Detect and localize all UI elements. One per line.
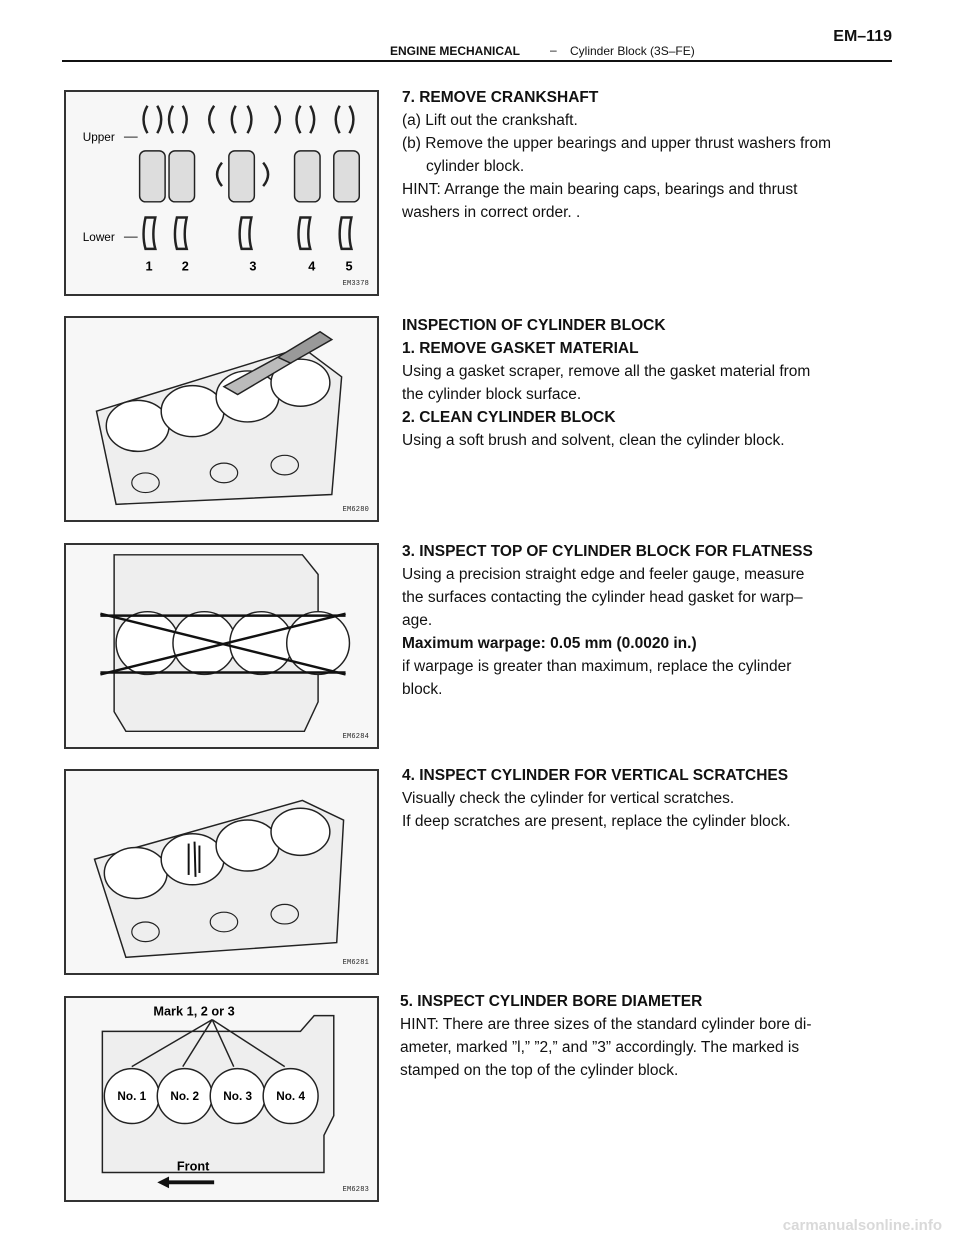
spec-text: Maximum warpage: 0.05 mm (0.0020 in.)	[402, 635, 697, 652]
step-text: if warpage is greater than maximum, replace the cylinder	[402, 658, 792, 675]
watermark: carmanualsonline.info	[782, 1217, 942, 1234]
header-dash: –	[550, 43, 557, 57]
figure-code: EM3378	[342, 280, 369, 288]
figure-vertical-scratches	[64, 769, 379, 975]
bearings-illustration	[66, 92, 377, 294]
section-bore-diameter	[400, 990, 900, 1082]
section-title: INSPECTION OF CYLINDER BLOCK	[402, 317, 666, 334]
label-upper: Upper	[82, 131, 115, 145]
hint-text: washers in correct order. .	[402, 204, 581, 221]
page-header	[62, 22, 892, 62]
label-front: Front	[176, 1158, 210, 1174]
section-remove-crankshaft	[402, 86, 902, 224]
figure-code: EM6284	[342, 733, 369, 741]
step-text: Visually check the cylinder for vertical scratches.	[402, 790, 735, 807]
section-inspection-cylinder-block	[402, 314, 902, 452]
cylinder-label: No. 3	[223, 1089, 253, 1103]
bearing-number: 5	[345, 258, 353, 274]
step-text: (a) Lift out the crankshaft.	[402, 112, 578, 129]
label-lower: Lower	[82, 231, 115, 245]
header-section: ENGINE MECHANICAL	[390, 44, 521, 58]
block-top-flatness-illustration	[66, 545, 377, 747]
cylinder-block-scraper-illustration	[66, 318, 377, 520]
step-text: cylinder block.	[426, 158, 525, 175]
step-heading: 4. INSPECT CYLINDER FOR VERTICAL SCRATCHES	[402, 767, 789, 784]
figure-gasket-scraper	[64, 316, 379, 522]
hint-text: HINT: There are three sizes of the standard cylinder bore di-	[400, 1016, 812, 1033]
label-mark: Mark 1, 2 or 3	[153, 1003, 235, 1019]
bearing-number: 3	[249, 258, 257, 274]
step-text: age.	[402, 612, 433, 629]
step-heading: 3. INSPECT TOP OF CYLINDER BLOCK FOR FLATNESS	[402, 543, 813, 560]
figure-bore-diameter	[64, 996, 379, 1202]
step-heading: 1. REMOVE GASKET MATERIAL	[402, 340, 639, 357]
bore-mark-illustration	[66, 998, 377, 1200]
step-text: Using a gasket scraper, remove all the gasket material from	[402, 363, 811, 380]
bearing-number: 2	[181, 258, 189, 274]
cylinder-label: No. 4	[276, 1089, 305, 1103]
hint-text: ameter, marked ”l,” ”2,” and ”3” accordingly. The marked is	[400, 1039, 800, 1056]
bearing-number: 4	[308, 258, 316, 274]
hint-text: stamped on the top of the cylinder block.	[400, 1062, 679, 1079]
step-heading: 2. CLEAN CYLINDER BLOCK	[402, 409, 616, 426]
page-number: EM–119	[833, 28, 892, 45]
figure-code: EM6281	[342, 959, 369, 967]
figure-bearings	[64, 90, 379, 296]
step-text: Using a precision straight edge and feeler gauge, measure	[402, 566, 805, 583]
section-flatness	[402, 540, 902, 701]
step-text: (b) Remove the upper bearings and upper thrust washers from	[402, 135, 832, 152]
cylinder-label: No. 2	[170, 1089, 200, 1103]
step-text: the cylinder block surface.	[402, 386, 582, 403]
header-subsection: Cylinder Block (3S–FE)	[570, 44, 695, 58]
bearing-number: 1	[145, 258, 153, 274]
step-text: If deep scratches are present, replace the cylinder block.	[402, 813, 791, 830]
step-heading: 5. INSPECT CYLINDER BORE DIAMETER	[400, 993, 703, 1010]
figure-code: EM6283	[342, 1186, 369, 1194]
step-text: block.	[402, 681, 443, 698]
figure-code: EM6280	[342, 506, 369, 514]
front-arrow-icon	[157, 1176, 169, 1188]
section-vertical-scratches	[402, 764, 902, 833]
hint-text: HINT: Arrange the main bearing caps, bearings and thrust	[402, 181, 798, 198]
step-text: the surfaces contacting the cylinder head gasket for warp–	[402, 589, 803, 606]
step-text: Using a soft brush and solvent, clean the cylinder block.	[402, 432, 785, 449]
cylinder-label: No. 1	[117, 1089, 147, 1103]
step-heading: 7. REMOVE CRANKSHAFT	[402, 89, 599, 106]
cylinder-scratch-illustration	[66, 771, 377, 973]
figure-straight-edge	[64, 543, 379, 749]
